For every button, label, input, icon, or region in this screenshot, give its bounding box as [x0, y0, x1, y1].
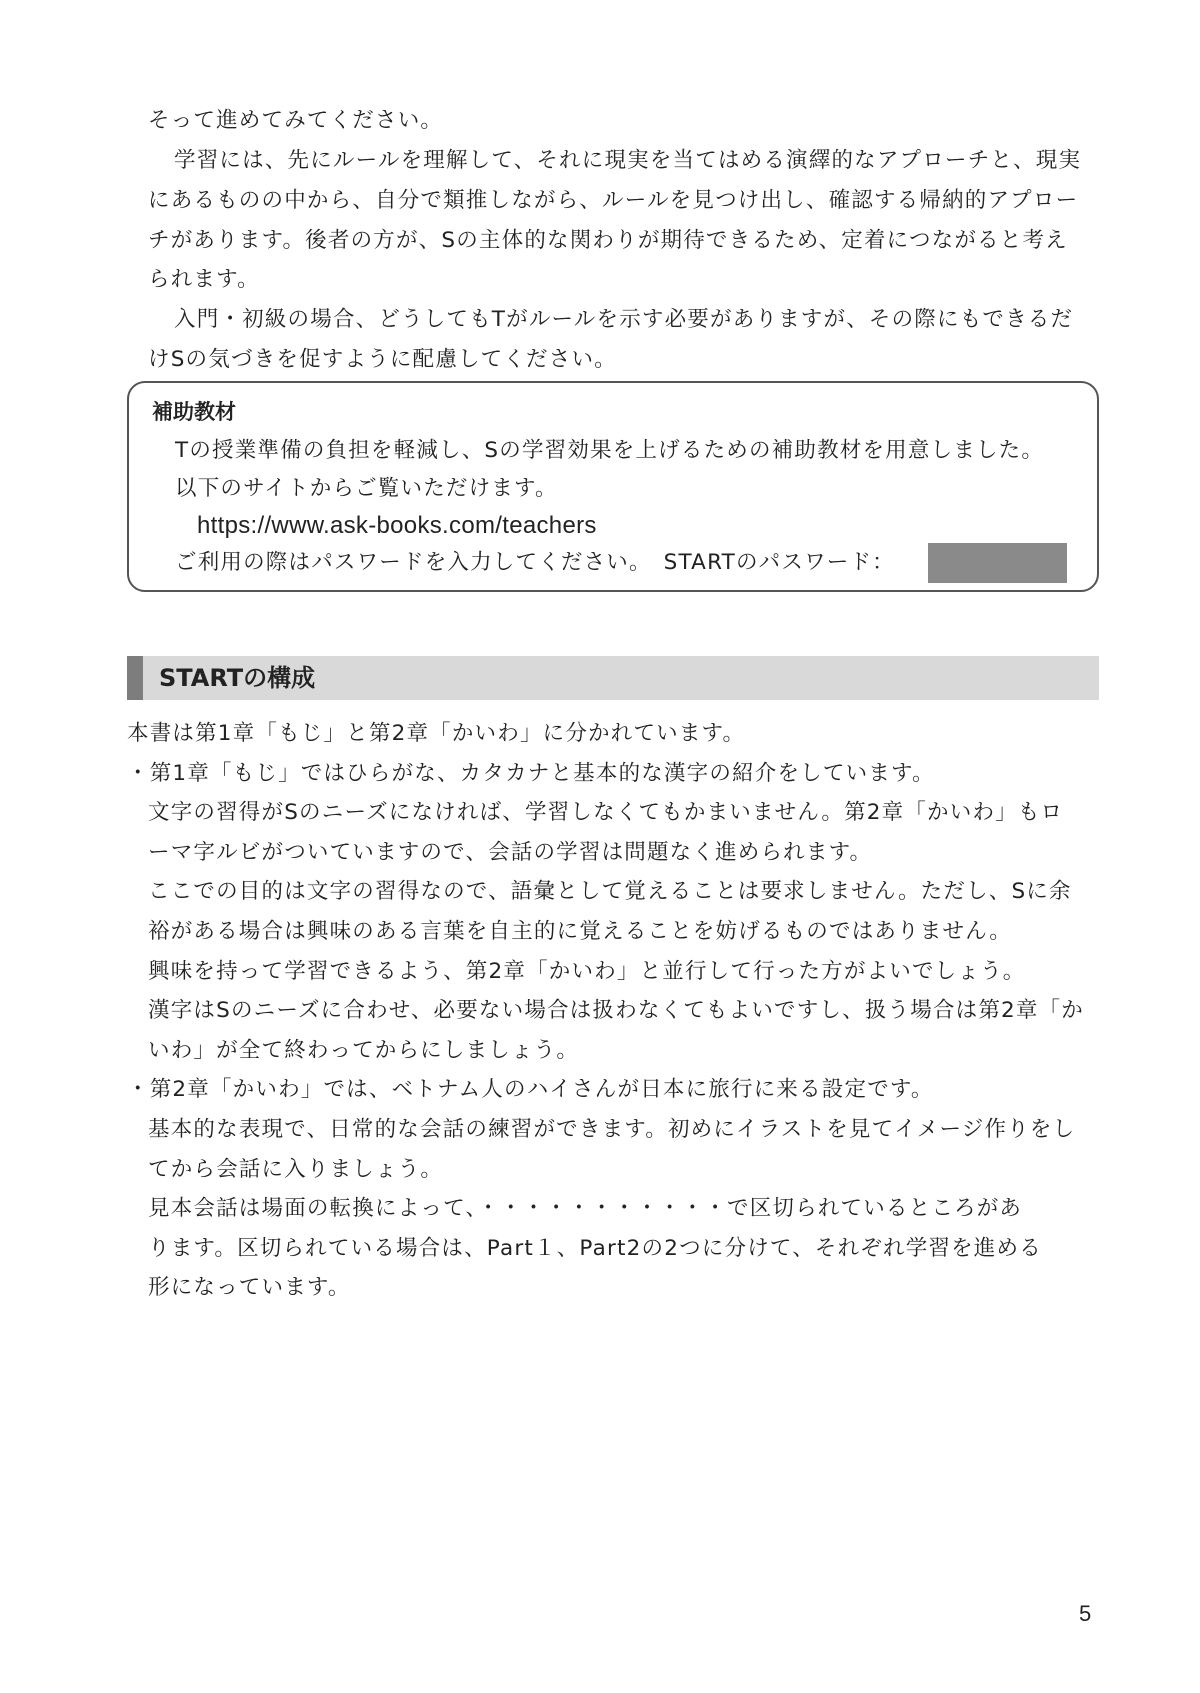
supplementary-materials-box: [127, 381, 1099, 592]
body-line: ここでの目的は文字の習得なので、語彙として覚えることは要求しません。ただし、Sに余: [148, 879, 1072, 904]
supplementary-materials-text: 以下のサイトからご覧いただけます。: [175, 476, 558, 501]
password-instruction: ご利用の際はパスワードを入力してください。 STARTのパスワード：: [175, 550, 895, 575]
body-line: 文字の習得がSのニーズになければ、学習しなくてもかまいません。第2章「かいわ」もロ: [148, 800, 1064, 825]
supplementary-materials-title: 補助教材: [152, 400, 236, 424]
page-number: 5: [1079, 1601, 1092, 1626]
body-line: ーマ字ルビがついていますので、会話の学習は問題なく進められます。: [148, 840, 873, 865]
section-title: STARTの構成: [159, 664, 316, 692]
teachers-url-link[interactable]: https://www.ask-books.com/teachers: [197, 512, 597, 539]
body-line: てから会話に入りましょう。: [148, 1157, 444, 1182]
intro-line: そって進めてみてください。: [148, 108, 444, 133]
body-line: 漢字はSのニーズに合わせ、必要ない場合は扱わなくてもよいですし、扱う場合は第2章「か: [148, 998, 1085, 1023]
body-line: いわ」が全て終わってからにしましょう。: [148, 1038, 580, 1063]
intro-line: けSの気づきを促すように配慮してください。: [148, 347, 617, 372]
body-line: 形になっています。: [148, 1275, 351, 1300]
intro-line: 入門・初級の場合、どうしてもTがルールを示す必要がありますが、その際にもできるだ: [174, 307, 1074, 332]
password-redaction: [928, 543, 1067, 583]
body-line: 本書は第1章「もじ」と第2章「かいわ」に分かれています。: [127, 721, 746, 746]
intro-line: にあるものの中から、自分で類推しながら、ルールを見つけ出し、確認する帰納的アプロー: [148, 188, 1079, 213]
bullet-item: ・第2章「かいわ」では、ベトナム人のハイさんが日本に旅行に来る設定です。: [127, 1077, 934, 1102]
intro-line: られます。: [148, 267, 260, 292]
body-line: 見本会話は場面の転換によって、・・・・・・・・・・・で区切られているところがあ: [148, 1196, 1023, 1221]
intro-line: 学習には、先にルールを理解して、それに現実を当てはめる演繹的なアプローチと、現実: [174, 148, 1082, 173]
section-header-bar: [127, 656, 143, 700]
body-line: 基本的な表現で、日常的な会話の練習ができます。初めにイラストを見てイメージ作りをし: [148, 1117, 1076, 1142]
section-header: [127, 656, 1099, 700]
supplementary-materials-text: Tの授業準備の負担を軽減し、Sの学習効果を上げるための補助教材を用意しました。: [175, 438, 1045, 463]
body-line: ります。区切られている場合は、Part１、Part2の2つに分けて、それぞれ学習を進める: [148, 1236, 1042, 1261]
bullet-item: ・第1章「もじ」ではひらがな、カタカナと基本的な漢字の紹介をしています。: [127, 761, 935, 786]
body-line: 裕がある場合は興味のある言葉を自主的に覚えることを妨げるものではありません。: [148, 919, 1012, 944]
body-line: 興味を持って学習できるよう、第2章「かいわ」と並行して行った方がよいでしょう。: [148, 959, 1026, 984]
intro-line: チがあります。後者の方が、Sの主体的な関わりが期待できるため、定着につながると考え: [148, 228, 1068, 253]
